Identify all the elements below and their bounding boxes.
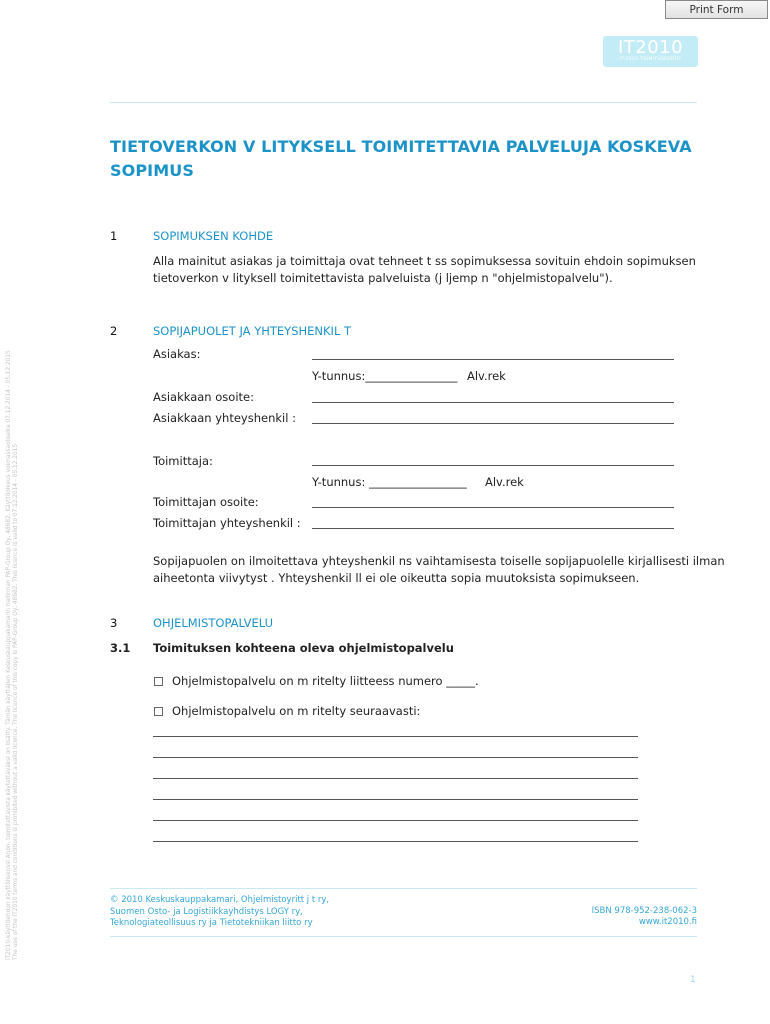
description-line-2[interactable] — [153, 757, 638, 758]
side-licence-line-2: The use of the IT2010 terms and conditions is prohibited without a valid licence. The licence of this copy is PAP-Group Oy, 48682. This licence is valid to 07.12.2014 - 05.12.2015 — [13, 443, 19, 960]
side-licence-line-1: IT2010-käyttöehdon käyttölisenssi Anon. toimitettavista käytettäväksi on lisätty. Tämän käyttäjien Keskuskauppakamarin hallinnan PAP-Group Oy, 48682. Käyttöoikeus voimassaoloaika 07.12.2014 - 05.12.2015 — [6, 350, 12, 960]
asiakas-yhteyshenkilo-field[interactable] — [312, 423, 674, 424]
footer-url[interactable]: www.it2010.fi — [638, 917, 697, 927]
footer-copyright-line-2: Suomen Osto- ja Logistiikkayhdistys LOGY ry, — [110, 906, 303, 917]
footer-divider-top — [110, 888, 697, 889]
description-line-5[interactable] — [153, 820, 638, 821]
document-title-line-1: TIETOVERKON V LITYKSELL TOIMITETTAVIA PALVELUJA KOSKEVA — [110, 137, 692, 156]
section-3-1-heading: Toimituksen kohteena oleva ohjelmistopalvelu — [153, 641, 454, 655]
option-1-label: Ohjelmistopalvelu on m ritelty liitteess numero _____. — [172, 674, 479, 688]
logo-text: IT2010 — [617, 37, 684, 58]
toimittaja-osoite-label: Toimittajan osoite: — [153, 495, 259, 509]
toimittaja-alv-label: Alv.rek — [485, 475, 524, 489]
section-2-heading: SOPIJAPUOLET JA YHTEYSHENKIL T — [153, 324, 352, 338]
logo-subtitle: IT-2010 TOIMITUSEHDOT — [619, 57, 682, 62]
toimittaja-label: Toimittaja: — [153, 454, 213, 468]
footer-isbn: ISBN 978-952-238-062-3 — [591, 906, 697, 916]
asiakas-field[interactable] — [312, 359, 674, 360]
footer-divider-bottom — [110, 936, 697, 937]
asiakas-osoite-field[interactable] — [312, 402, 674, 403]
description-line-6[interactable] — [153, 841, 638, 842]
section-1-heading: SOPIMUKSEN KOHDE — [153, 229, 274, 243]
section-2-notice-line-2: aiheetonta viivytyst . Yhteyshenkil ll ei ole oikeutta sopia muutoksista sopimukseen. — [153, 571, 640, 585]
side-licence-text — [6, 350, 20, 960]
it2010-logo — [603, 36, 698, 67]
asiakas-label: Asiakas: — [153, 347, 201, 361]
asiakas-osoite-label: Asiakkaan osoite: — [153, 390, 254, 404]
footer-copyright-line-1: © 2010 Keskuskauppakamari, Ohjelmistoyritt j t ry, — [110, 895, 330, 905]
description-line-4[interactable] — [153, 799, 638, 800]
print-form-button[interactable]: Print Form — [665, 0, 768, 19]
document-title-line-2: SOPIMUS — [110, 161, 194, 180]
footer-copyright — [110, 895, 329, 930]
toimittaja-yhteyshenkilo-field[interactable] — [312, 528, 674, 529]
asiakas-yhteyshenkilo-label: Asiakkaan yhteyshenkil : — [153, 411, 296, 425]
footer-copyright-line-3: Teknologiateollisuus ry ja Tietotekniikan liitto ry — [110, 918, 313, 928]
option-1-checkbox[interactable] — [154, 677, 163, 686]
section-3-1-number: 3.1 — [110, 641, 131, 655]
section-3-heading: OHJELMISTOPALVELU — [153, 616, 274, 630]
toimittaja-yhteyshenkilo-label: Toimittajan yhteyshenkil : — [153, 516, 301, 530]
section-2-notice-line-1: Sopijapuolen on ilmoitettava yhteyshenkil ns vaihtamisesta toiselle sopijapuolelle kirjallisesti ilman — [153, 554, 725, 568]
page-number: 1 — [690, 975, 696, 985]
section-1-number: 1 — [110, 229, 118, 243]
section-3-number: 3 — [110, 616, 118, 630]
section-1-text-line-1: Alla mainitut asiakas ja toimittaja ovat tehneet t ss sopimuksessa sovituin ehdoin sopimuksen — [153, 254, 696, 268]
toimittaja-field[interactable] — [312, 465, 674, 466]
asiakas-alv-label: Alv.rek — [467, 369, 506, 383]
header-divider — [110, 102, 697, 103]
asiakas-ytunnus-field[interactable]: Y-tunnus:________________ — [312, 369, 458, 383]
toimittaja-ytunnus-field[interactable]: Y-tunnus: _________________ — [312, 475, 467, 489]
section-2-number: 2 — [110, 324, 118, 338]
description-line-3[interactable] — [153, 778, 638, 779]
section-1-text-line-2: tietoverkon v lityksell toimitettavista palveluista (j ljemp n "ohjelmistopalvelu"). — [153, 271, 613, 285]
description-line-1[interactable] — [153, 736, 638, 737]
toimittaja-osoite-field[interactable] — [312, 507, 674, 508]
option-2-checkbox[interactable] — [154, 707, 163, 716]
option-2-label: Ohjelmistopalvelu on m ritelty seuraavasti: — [172, 704, 421, 718]
